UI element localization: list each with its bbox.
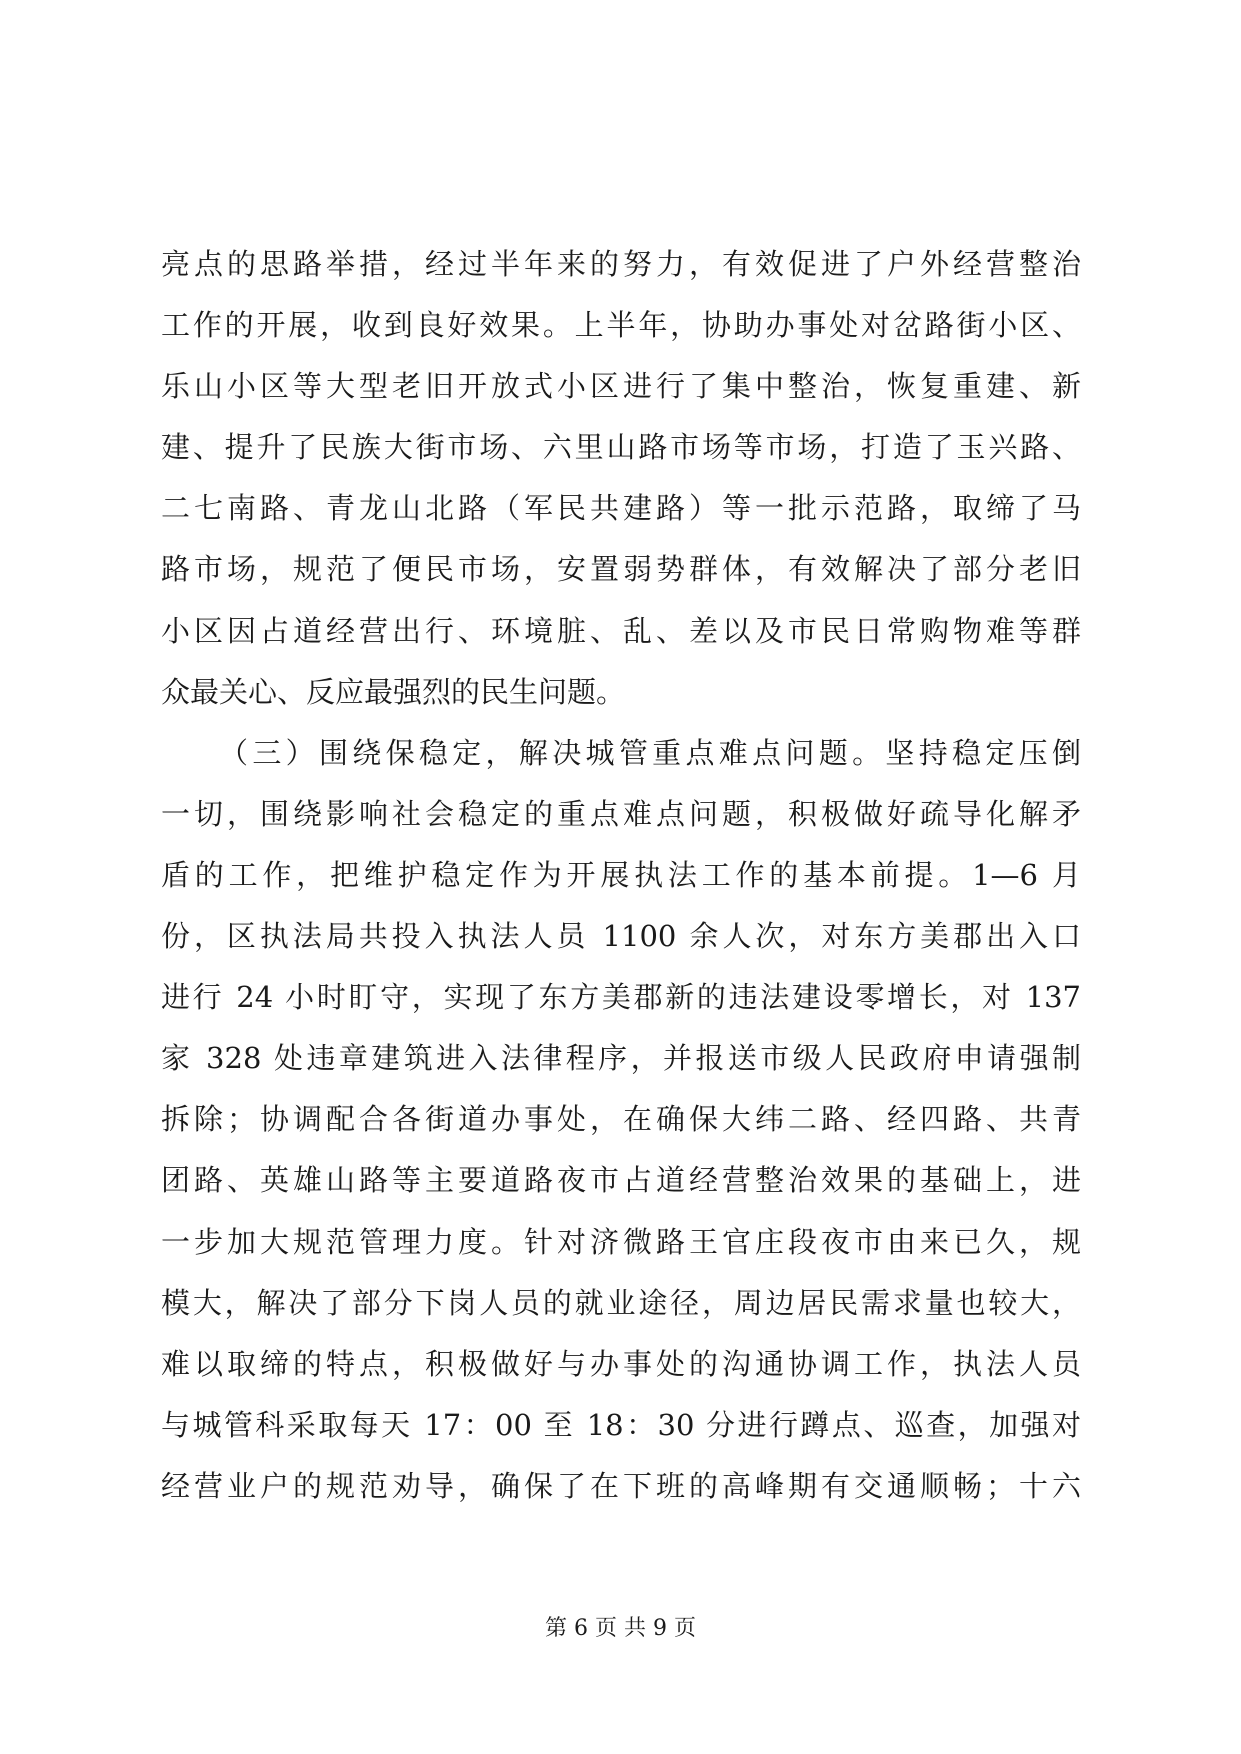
text-line: 拆除；协调配合各街道办事处，在确保大纬二路、经四路、共青	[161, 1102, 1081, 1137]
text-line: 工作的开展，收到良好效果。上半年，协助办事处对岔路街小区、	[161, 308, 1081, 343]
text-line: 份，区执法局共投入执法人员 1100 余人次，对东方美郡出入口	[161, 919, 1081, 954]
text-line: 建、提升了民族大街市场、六里山路市场等市场，打造了玉兴路、	[161, 430, 1081, 465]
text-line: （三）围绕保稳定，解决城管重点难点问题。坚持稳定压倒	[219, 735, 1081, 770]
text-line: 一步加大规范管理力度。针对济微路王官庄段夜市由来已久，规	[161, 1224, 1081, 1259]
body-text	[161, 234, 1081, 1517]
text-line: 团路、英雄山路等主要道路夜市占道经营整治效果的基础上，进	[161, 1163, 1081, 1198]
paragraph-2	[161, 723, 1081, 1517]
text-line: 路市场，规范了便民市场，安置弱势群体，有效解决了部分老旧	[161, 552, 1081, 587]
text-line: 小区因占道经营出行、环境脏、乱、差以及市民日常购物难等群	[161, 613, 1081, 648]
text-line: 众最关心、反应最强烈的民生问题。	[161, 674, 626, 709]
text-line: 与城管科采取每天 17：00 至 18：30 分进行蹲点、巡查，加强对	[161, 1407, 1081, 1442]
text-line: 二七南路、青龙山北路（军民共建路）等一批示范路，取缔了马	[161, 491, 1081, 526]
paragraph-1	[161, 234, 1081, 723]
text-line: 经营业户的规范劝导，确保了在下班的高峰期有交通顺畅；十六	[161, 1468, 1081, 1503]
text-line: 模大，解决了部分下岗人员的就业途径，周边居民需求量也较大，	[161, 1285, 1081, 1320]
text-line: 进行 24 小时盯守，实现了东方美郡新的违法建设零增长，对 137	[161, 980, 1081, 1015]
text-line: 家 328 处违章建筑进入法律程序，并报送市级人民政府申请强制	[161, 1041, 1081, 1076]
text-line: 亮点的思路举措，经过半年来的努力，有效促进了户外经营整治	[161, 247, 1081, 281]
text-line: 乐山小区等大型老旧开放式小区进行了集中整治，恢复重建、新	[161, 369, 1081, 404]
text-line: 难以取缔的特点，积极做好与办事处的沟通协调工作，执法人员	[161, 1346, 1081, 1381]
text-line: 盾的工作，把维护稳定作为开展执法工作的基本前提。1—6 月	[161, 857, 1081, 892]
text-line: 一切，围绕影响社会稳定的重点难点问题，积极做好疏导化解矛	[161, 796, 1081, 831]
page-number-footer: 第 6 页 共 9 页	[545, 1616, 696, 1641]
